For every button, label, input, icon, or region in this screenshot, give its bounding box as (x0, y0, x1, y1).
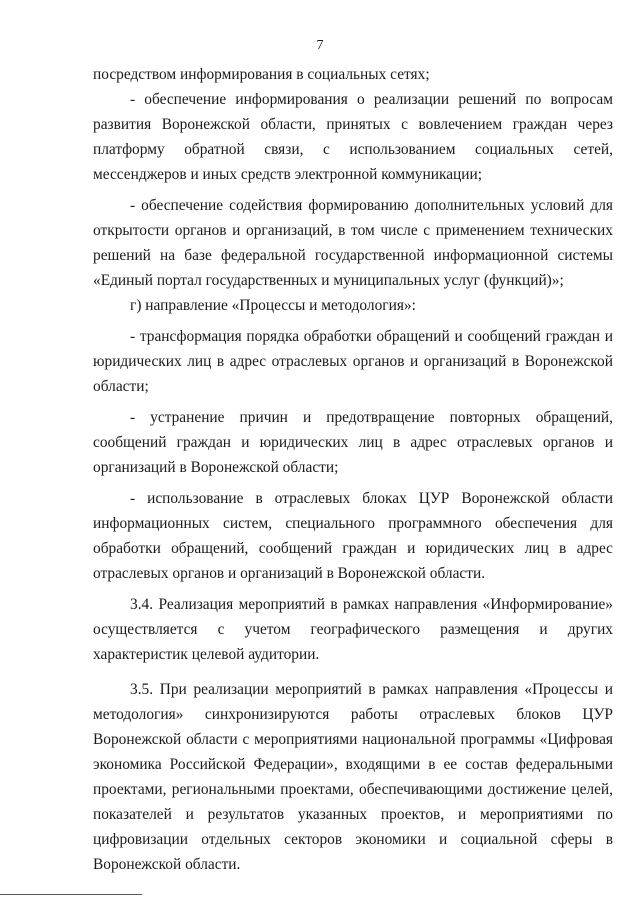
list-item-feedback-platform: - обеспечение информирования о реализации решений по вопросам развития Воронежской области, принятых с вовлечением граждан через платформу обратной связи, с использованием социальных сетей, мессенджеров и иных средств электронной коммуникации; (93, 91, 613, 183)
list-item-openness: - обеспечение содействия формированию дополнительных условий для открытости органов и организаций, в том числе с применением технических решений на базе федеральной государственной информационной системы «Единый портал государственных и муниципальных услуг (функций)»; (93, 197, 613, 289)
paragraph-continuation: посредством информирования в социальных сетях; (93, 66, 430, 83)
document-body (93, 62, 613, 877)
section-heading-processes: г) направление «Процессы и методология»: (130, 297, 416, 314)
page-number: 7 (316, 38, 324, 53)
list-item-information-systems: - использование в отраслевых блоках ЦУР Воронежской области информационных систем, специального программного обеспечения для обработки обращений, сообщений граждан и юридических лиц в адрес отраслевых органов и организаций в Воронежской области. (93, 490, 613, 582)
paragraph-3-4: 3.4. Реализация мероприятий в рамках направления «Информирование» осуществляется с учетом географического размещения и других характеристик целевой аудитории. (93, 596, 613, 663)
paragraph-3-5: 3.5. При реализации мероприятий в рамках направления «Процессы и методология» синхронизируются работы отраслевых блоков ЦУР Воронежской области с мероприятиями национальной программы «Цифровая экономика Российской Федерации», входящими в ее состав федеральными проектами, региональными проектами, обеспечивающими достижение целей, показателей и результатов указанных проектов, и мероприятиями по цифровизации отдельных секторов экономики и социальной сферы в Воронежской области. (93, 681, 613, 873)
footer-rule (0, 894, 142, 895)
list-item-elimination: - устранение причин и предотвращение повторных обращений, сообщений граждан и юридических лиц в адрес отраслевых органов и организаций в Воронежской области; (93, 409, 613, 476)
list-item-transformation: - трансформация порядка обработки обращений и сообщений граждан и юридических лиц в адрес отраслевых органов и организаций в Воронежской области; (93, 328, 613, 395)
